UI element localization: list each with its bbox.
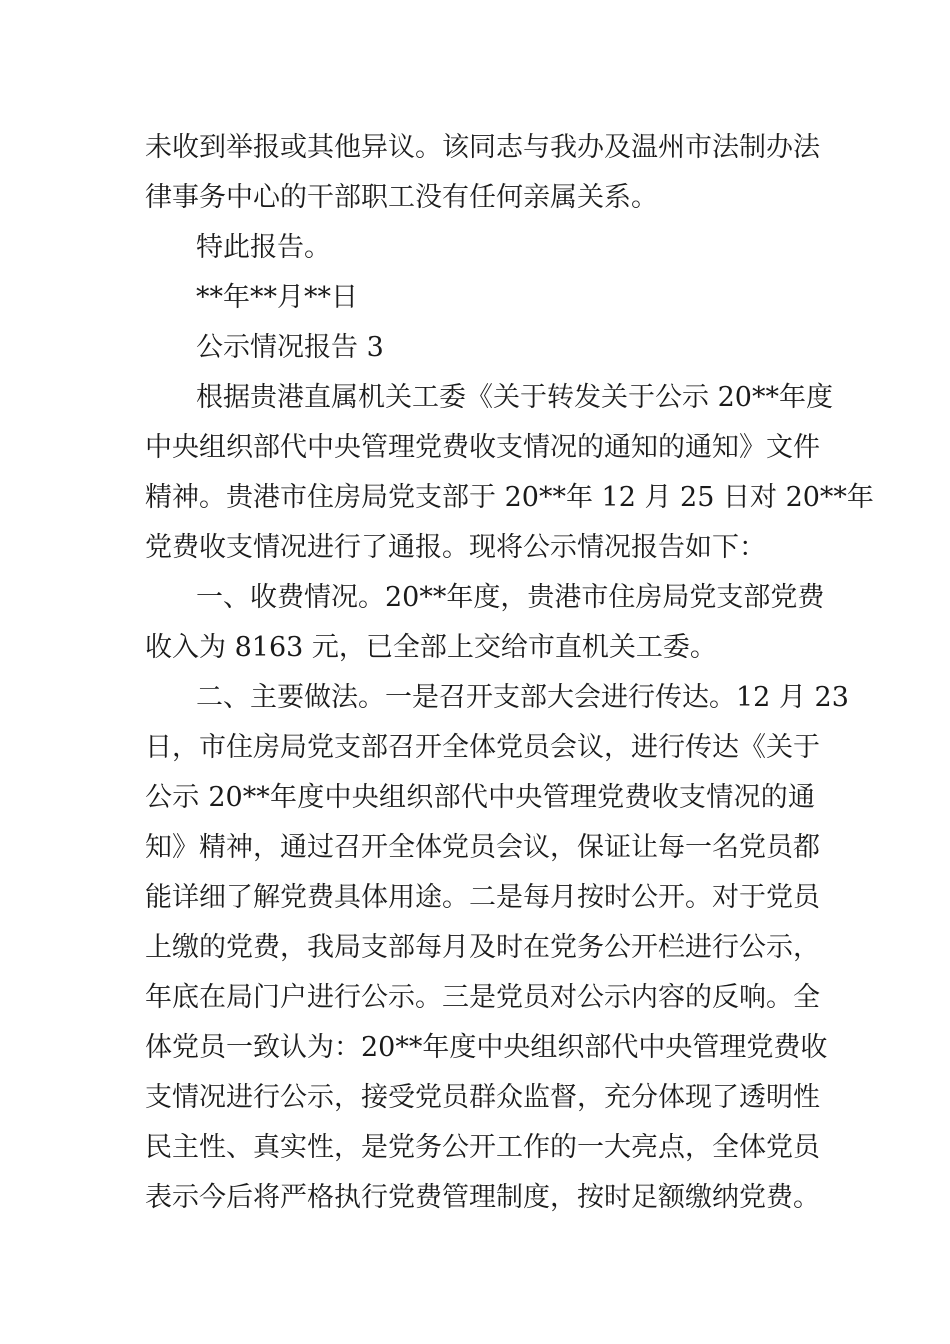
paragraph-line-15: 知》精神，通过召开全体党员会议，保证让每一名党员都 bbox=[145, 832, 820, 863]
paragraph-line-17: 上缴的党费，我局支部每月及时在党务公开栏进行公示， bbox=[145, 932, 820, 963]
paragraph-line-20: 支情况进行公示，接受党员群众监督，充分体现了透明性 bbox=[145, 1082, 820, 1113]
date-line: **年**月**日 bbox=[196, 282, 358, 313]
paragraph-line-7: 中央组织部代中央管理党费收支情况的通知的通知》文件 bbox=[145, 432, 820, 463]
paragraph-line-10: 一、收费情况。20**年度，贵港市住房局党支部党费 bbox=[196, 582, 825, 613]
paragraph-line-6: 根据贵港直属机关工委《关于转发关于公示 20**年度 bbox=[196, 382, 833, 413]
paragraph-line-21: 民主性、真实性，是党务公开工作的一大亮点，全体党员 bbox=[145, 1132, 820, 1163]
paragraph-line-18: 年底在局门户进行公示。三是党员对公示内容的反响。全 bbox=[145, 982, 820, 1013]
paragraph-line-16: 能详细了解党费具体用途。二是每月按时公开。对于党员 bbox=[145, 882, 820, 913]
closing-statement: 特此报告。 bbox=[196, 232, 331, 263]
section-title: 公示情况报告 3 bbox=[196, 332, 384, 363]
paragraph-line-14: 公示 20**年度中央组织部代中央管理党费收支情况的通 bbox=[145, 782, 815, 813]
paragraph-line-11: 收入为 8163 元，已全部上交给市直机关工委。 bbox=[145, 632, 717, 663]
paragraph-line-22: 表示今后将严格执行党费管理制度，按时足额缴纳党费。 bbox=[145, 1182, 820, 1213]
paragraph-line-8: 精神。贵港市住房局党支部于 20**年 12 月 25 日对 20**年 bbox=[145, 482, 874, 513]
paragraph-line-19: 体党员一致认为：20**年度中央组织部代中央管理党费收 bbox=[145, 1032, 828, 1063]
paragraph-line-1: 未收到举报或其他异议。该同志与我办及温州市法制办法 bbox=[145, 132, 820, 163]
paragraph-line-2: 律事务中心的干部职工没有任何亲属关系。 bbox=[145, 182, 658, 213]
paragraph-line-9: 党费收支情况进行了通报。现将公示情况报告如下： bbox=[145, 532, 766, 563]
paragraph-line-12: 二、主要做法。一是召开支部大会进行传达。12 月 23 bbox=[196, 682, 849, 713]
paragraph-line-13: 日，市住房局党支部召开全体党员会议，进行传达《关于 bbox=[145, 732, 820, 763]
